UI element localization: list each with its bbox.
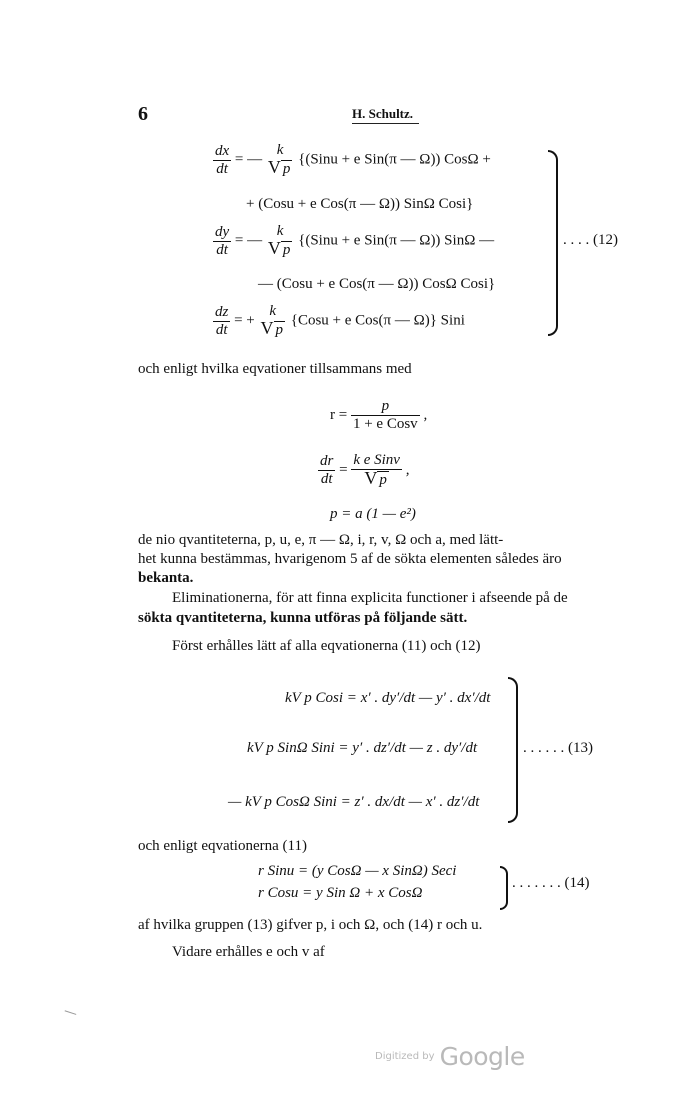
eq12-line3: $\frac{dy}{dt}$ = — k V p {(Sinu + e Sin(π — Ω)) SinΩ — — [215, 223, 495, 258]
equation-number-14: . . . . . . . (14) — [512, 875, 590, 891]
fraction-k-sqrtp: k V p — [267, 142, 291, 177]
eq12-line5: $\frac{dz}{dt}$ = + k V p {Cosu + e Cos(π — Ω)} Sini — [215, 303, 465, 338]
page-number: 6 — [138, 103, 148, 125]
equation-number-13: . . . . . . (13) — [523, 740, 593, 756]
eq14-line1: r Sinu = (y CosΩ — x SinΩ) Seci — [258, 863, 457, 879]
equation-number-12: . . . . (12) — [563, 232, 618, 248]
paragraph-3-line-1: Eliminationerna, för att finna explicita functioner i afseende på de — [172, 590, 568, 606]
paragraph-2-line-1: de nio qvantiteterna, p, u, e, π — Ω, i, r, v, Ω och a, med lätt- — [138, 532, 504, 548]
paragraph-6: af hvilka gruppen (13) gifver p, i och Ω, och (14) r och u. — [138, 917, 483, 933]
right-brace — [508, 677, 518, 823]
eq-p: p = a (1 — e²) — [330, 506, 416, 522]
eq13-line2: kV p SinΩ Sini = y′ . dz′/dt — z . dy′/dt — [247, 740, 478, 756]
eq12-line4: — (Cosu + e Cos(π — Ω)) CosΩ Cosi} — [258, 276, 496, 292]
right-brace — [500, 866, 508, 910]
eq-dr-dt: $\frac{dr}{dt}$ = k e Sinv V p , — [320, 452, 410, 488]
fraction-dx-dt: $\frac{dx}{dt}$ — [215, 142, 230, 177]
paragraph-1: och enligt hvilka eqvationer tillsammans med — [138, 361, 412, 377]
paragraph-3-line-2: sökta qvantiteterna, kunna utföras på följande sätt. — [138, 610, 468, 626]
paragraph-5: och enligt eqvationerna (11) — [138, 838, 307, 854]
eq13-line3: — kV p CosΩ Sini = z′ . dx/dt — x′ . dz′/dt — [228, 794, 480, 810]
eq-r: r = p 1 + e Cosv , — [330, 398, 428, 432]
running-head: H. Schultz. — [352, 106, 414, 121]
eq12-line1: $\frac{dx}{dt}$ = — k V p {(Sinu + e Sin(π — Ω)) CosΩ + — [215, 142, 491, 177]
digitized-by-google-watermark: Digitized by Google — [375, 1042, 525, 1071]
eq13-line1: kV p Cosi = x′ . dy′/dt — y′ . dx′/dt — [285, 690, 491, 706]
paragraph-2-line-3: bekanta. — [138, 570, 194, 586]
paragraph-7: Vidare erhålles e och v af — [172, 944, 325, 960]
paragraph-2-line-2: het kunna bestämmas, hvarigenom 5 af de sökta elementen således äro — [138, 551, 562, 567]
scan-speck — [64, 1010, 77, 1018]
eq12-line2: + (Cosu + e Cos(π — Ω)) SinΩ Cosi} — [246, 196, 474, 212]
right-brace — [548, 150, 558, 336]
eq14-line2: r Cosu = y Sin Ω + x CosΩ — [258, 885, 423, 901]
paragraph-4: Först erhålles lätt af alla eqvationerna (11) och (12) — [172, 638, 481, 654]
